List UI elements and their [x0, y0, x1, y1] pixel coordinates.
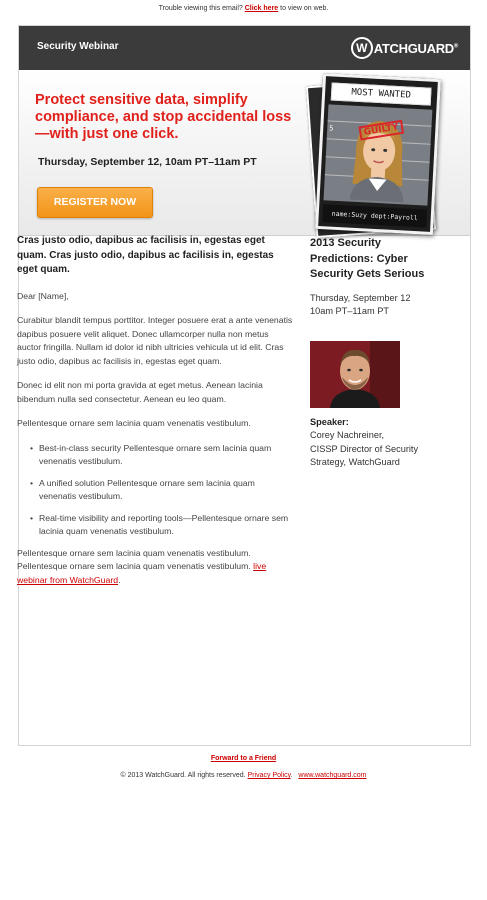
privacy-policy-link[interactable]: Privacy Policy: [247, 772, 291, 779]
webinar-date-time: 10am PT–11am PT: [310, 306, 389, 316]
body-paragraph: Donec id elit non mi porta gravida at eget metus. Aenean lacinia bibendum nulla sed consectetur. Aenean eu leo quam.: [17, 380, 263, 404]
webinar-date-day: Thursday, September 12: [310, 292, 411, 303]
register-now-button[interactable]: REGISTER NOW: [37, 187, 153, 218]
preheader-suffix: to view on web.: [280, 5, 329, 12]
header-bar: [19, 26, 470, 70]
webinar-title: 2013 Security Predictions: Cyber Security Gets Serious: [310, 237, 425, 280]
watchguard-logo[interactable]: [351, 36, 458, 60]
copyright-text: © 2013 WatchGuard. All rights reserved.: [120, 772, 246, 779]
sidebar: [310, 236, 442, 470]
lineup-number: 5: [329, 124, 334, 133]
logo-registered: ®: [453, 43, 458, 50]
hero-date: Thursday, September 12, 10am PT–11am PT: [38, 156, 257, 168]
feature-list-item: • Real-time visibility and reporting tools—Pellentesque ornare sem lacinia quam venenatis vestibulum.: [30, 512, 293, 539]
most-wanted-poster: [307, 74, 437, 234]
footer-separator: .: [290, 772, 293, 779]
logo-wordmark: ATCHGUARD: [373, 40, 454, 56]
live-webinar-link[interactable]: live webinar from WatchGuard: [17, 561, 267, 585]
webinar-date: [310, 292, 442, 319]
logo-mark: W: [351, 37, 373, 59]
feature-list: [30, 442, 293, 539]
poster-title: MOST WANTED: [331, 82, 432, 105]
hero-headline: Protect sensitive data, simplify compliance, and stop accidental loss—with just one click.: [35, 92, 292, 142]
poster-caption: name:Suzy dept:Payroll: [322, 204, 427, 227]
view-on-web-link[interactable]: Click here: [244, 5, 279, 12]
website-link[interactable]: www.watchguard.com: [298, 772, 367, 779]
preheader-text: Trouble viewing this email?: [158, 5, 243, 12]
logo-text: [374, 41, 458, 56]
footer: [0, 755, 487, 779]
hero-section: [19, 70, 470, 236]
greeting: Dear [Name],: [17, 290, 69, 301]
feature-list-item: • A unified solution Pellentesque ornare sem lacinia quam venenatis vestibulum.: [30, 477, 293, 504]
closing-paragraph: [17, 547, 293, 588]
speaker-photo: [310, 341, 400, 408]
closing-period: .: [118, 574, 121, 585]
header-title: Security Webinar: [37, 41, 119, 52]
closing-text: Pellentesque ornare sem lacinia quam venenatis vestibulum. Pellentesque ornare sem lacinia quam venenatis vestibulum.: [17, 547, 251, 571]
speaker-name: Corey Nachreiner,: [310, 430, 385, 440]
preheader: [0, 0, 487, 18]
main-content: [17, 234, 293, 598]
speaker-portrait: [310, 341, 400, 408]
main-heading: Cras justo odio, dapibus ac facilisis in, egestas eget quam. Cras justo odio, dapibus ac facilisis in, egestas eget quam.: [17, 235, 274, 275]
guilty-stamp: GUILTY: [358, 120, 404, 141]
speaker-label: Speaker:: [310, 416, 349, 427]
forward-to-friend-link[interactable]: Forward to a Friend: [210, 755, 277, 762]
poster-photo: [315, 73, 441, 235]
body-paragraph: Curabitur blandit tempus porttitor. Integer posuere erat a ante venenatis dapibus posuere velit aliquet. Donec ullamcorper nulla non metus auctor fringilla. Nullam id dolor id nibh ultricies vehicula ut id elit. Cras justo odio, dapibus ac facilisis in, egestas eget quam.: [17, 315, 293, 366]
body-paragraph: Pellentesque ornare sem lacinia quam venenatis vestibulum.: [17, 418, 251, 428]
speaker-role: CISSP Director of Security Strategy, WatchGuard: [310, 443, 419, 467]
feature-list-item: • Best-in-class security Pellentesque ornare sem lacinia quam venenatis vestibulum.: [30, 442, 293, 469]
